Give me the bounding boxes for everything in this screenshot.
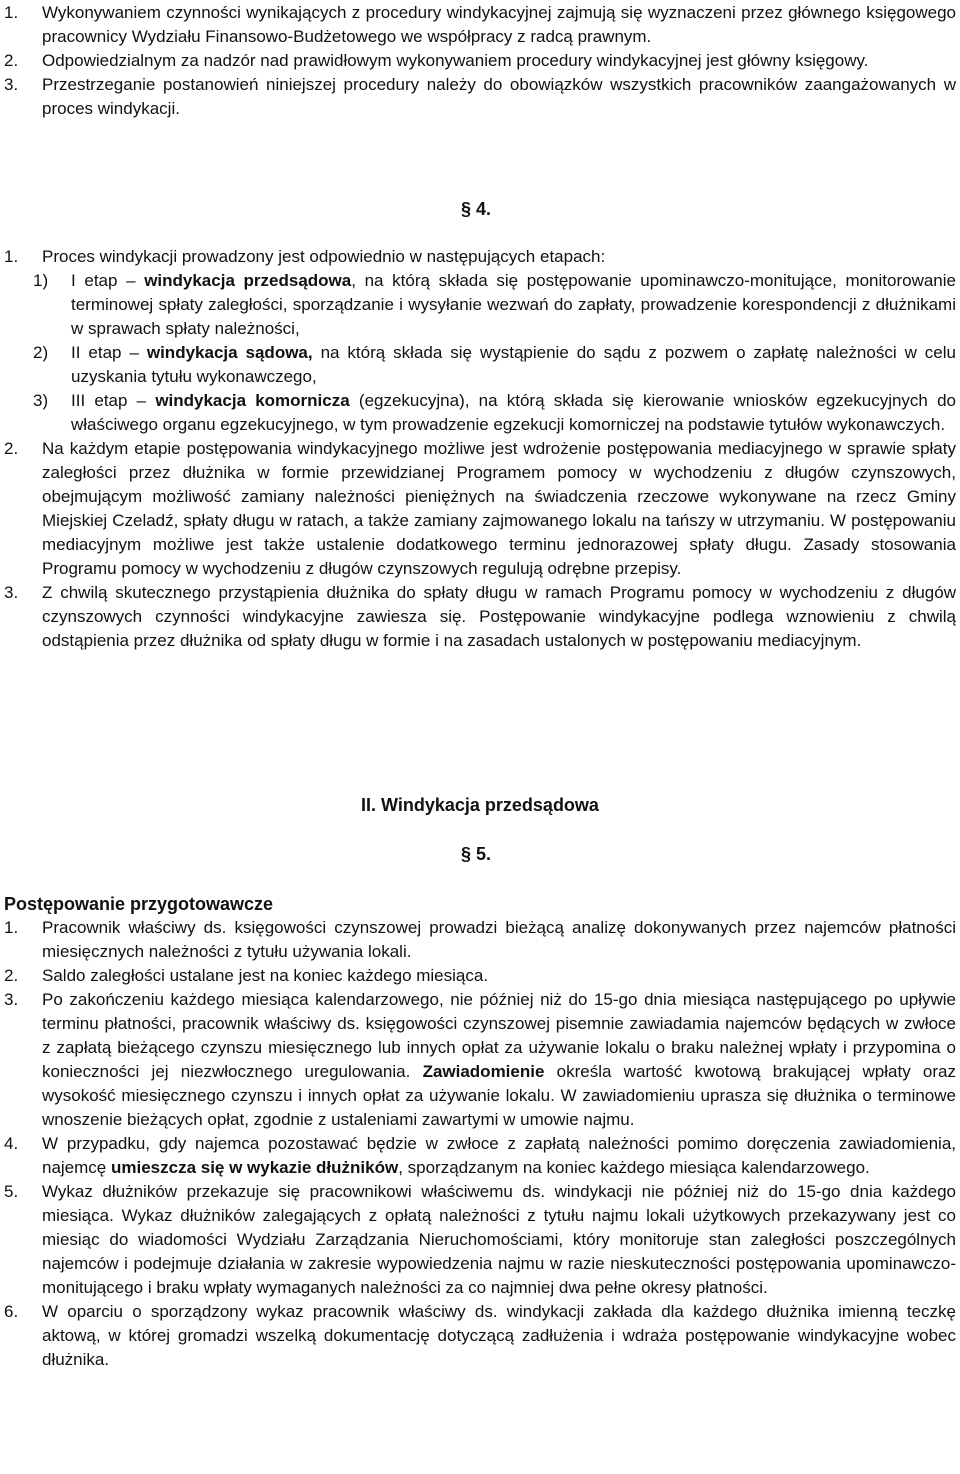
list-item-number: 1. <box>4 918 19 937</box>
top-list <box>4 1 956 121</box>
list-item: 2. Odpowiedzialnym za nadzór nad prawidłowym wykonywaniem procedury windykacyjnej jest główny księgowy. <box>4 51 869 70</box>
list-item-text: , sporządzanym na koniec każdego miesiąca kalendarzowego. <box>398 1158 870 1177</box>
list-item <box>4 964 956 988</box>
list-item <box>4 916 956 964</box>
list-item: 1. Wykonywaniem czynności wynikających z procedury windykacyjnej zajmują się wyznaczeni przez głównego księgowego pracownicy Wydziału Finansowo-Budżetowego we współpracy z radcą prawnym. <box>4 3 956 46</box>
list-item: 3. Z chwilą skutecznego przystąpienia dłużnika do spłaty długu w ramach Programu pomocy w wychodzeniu z długów czynszowych czynności windykacyjne zawiesza się. Postępowanie windykacyjne podlega wznowieniu z chwilą odstąpienia przez dłużnika od spłaty długu w formie i na zasadach ustalonych w postępowaniu mediacyjnym. <box>4 583 956 650</box>
stage-item: 2) II etap – windykacja sądowa, na którą składa się wystąpienie do sądu z pozwem o zapłatę należności w celu uzyskania tytułu wykonawczego, <box>33 343 956 386</box>
list-item-number: 5. <box>4 1182 19 1201</box>
list-item: 3. Przestrzeganie postanowień niniejszej procedury należy do obowiązków wszystkich pracowników zaangażowanych w proces windykacji. <box>4 75 956 118</box>
list-item-number: 6. <box>4 1302 19 1321</box>
list-item: 1. Proces windykacji prowadzony jest odpowiednio w następujących etapach: <box>4 247 606 266</box>
list-item-number: 4. <box>4 1134 19 1153</box>
list-item-text: Po zakończeniu każdego miesiąca kalendarzowego, nie później niż do 15-go dnia miesiąca następującego po upływie terminu płatności, pracownik właściwy ds. księgowości czynszowej pisemnie zawiadamia najemców będących w zwłoce z zapłatą bieżącego czynszu miesięcznego lub innych opłat za używanie lokalu o braku należnej wpłaty i przypomina o konieczności jej niezwłocznego uregulowania. <box>42 990 956 1081</box>
chapter-title: II. Windykacja przedsądowa <box>361 795 599 815</box>
section-5-list <box>4 916 956 1372</box>
list-item-text: Pracownik właściwy ds. księgowości czynszowej prowadzi bieżącą analizę dokonywanych przez najemców płatności miesięcznych należności z tytułu używania lokali. <box>42 918 956 961</box>
section-mark-4: § 4. <box>461 199 492 219</box>
section-4-body <box>4 245 956 653</box>
list-item-text: W przypadku, gdy najemca pozostawać będzie w zwłoce z zapłatą należności pomimo doręczenia zawiadomienia, najemcę <box>42 1134 956 1177</box>
stage-item: 3) III etap – windykacja komornicza (egzekucyjna), na którą składa się kierowanie wniosków egzekucyjnych do właściwego organu egzekucyjnego, w tym prowadzenie egzekucji komorniczej na podstawie tytułów wykonawczych. <box>33 391 956 434</box>
list-item: 2. Na każdym etapie postępowania windykacyjnego możliwe jest wdrożenie postępowania mediacyjnego w sprawie spłaty zaległości przez dłużnika w formie przewidzianej Programem pomocy w wychodzeniu z długów czynszowych, obejmującym możliwość zamiany należności pieniężnych na świadczenia rzeczowe wykonywane na rzecz Gminy Miejskiej Czeladź, spłaty długu w ratach, a także zamiany zajmowanego lokalu na tańszy w utrzymaniu. W postępowaniu mediacyjnym możliwe jest także ustalenie dodatkowego terminu jednorazowej spłaty długu. Zasady stosowania Programu pomocy w wychodzeniu z długów czynszowych regulują odrębne przepisy. <box>4 439 956 578</box>
list-item-text: Saldo zaległości ustalane jest na koniec każdego miesiąca. <box>42 966 489 985</box>
stage-item: 1) I etap – windykacja przedsądowa, na którą składa się postępowanie upominawczo-monitujące, monitorowanie terminowej spłaty zaległości, sporządzanie i wysyłanie wezwań do zapłaty, prowadzenie korespondencji z dłużnikami w sprawach spłaty należności, <box>33 271 956 338</box>
emphasis-text: Zawiadomienie <box>422 1062 545 1081</box>
subheading: Postępowanie przygotowawcze <box>4 894 274 914</box>
list-item <box>4 988 956 1132</box>
list-item-number: 3. <box>4 990 19 1009</box>
list-item-number: 2. <box>4 966 19 985</box>
list-item-text: W oparciu o sporządzony wykaz pracownik właściwy ds. windykacji zakłada dla każdego dłużnika imienną teczkę aktową, w której gromadzi wszelką dokumentację dotyczącą zadłużenia i wdraża postępowanie windykacyjne wobec dłużnika. <box>42 1302 956 1369</box>
list-item-text: Wykaz dłużników przekazuje się pracownikowi właściwemu ds. windykacji nie później niż do 15-go dnia każdego miesiąca. Wykaz dłużników zalegających z opłatą należności z tytułu najmu lokali użytkowych przekazywany jest co miesiąc do wiadomości Wydziału Zarządzania Nieruchomościami, który monitoruje stan zaległości poszczególnych najemców i podejmuje działania w zakresie wypowiedzenia najmu w razie nieskuteczności postępowania upominawczo-monitującego i braku wpłaty wymaganych należności za co najmniej dwa pełne okresy płatności. <box>42 1182 956 1297</box>
list-item <box>4 1180 956 1300</box>
list-item <box>4 1132 956 1180</box>
stage-list <box>4 269 956 437</box>
list-item <box>4 1300 956 1372</box>
emphasis-text: umieszcza się w wykazie dłużników <box>110 1158 399 1177</box>
section-mark-5: § 5. <box>461 844 492 864</box>
list-item-text: określa wartość kwotową brakującej wpłaty oraz wysokość miesięcznego czynszu i innych opłat za używanie lokalu. W zawiadomieniu uprasza się dłużnika o terminowe wnoszenie bieżących opłat, zgodnie z ustaleniami zawartymi w umowie najmu. <box>42 1062 956 1129</box>
